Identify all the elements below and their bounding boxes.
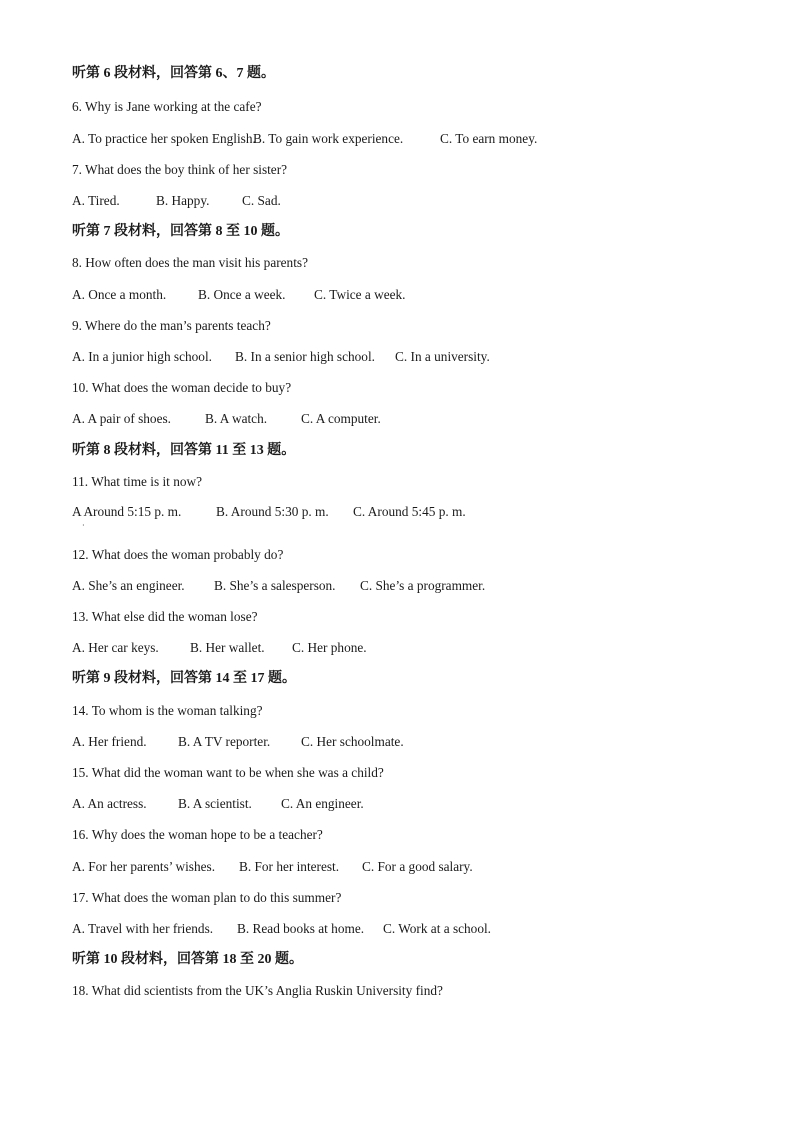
option-6a[interactable]: A. To practice her spoken English. [72, 131, 256, 146]
option-6c[interactable]: C. To earn money. [440, 131, 538, 146]
question-7: 7. What does the boy think of her sister? [72, 162, 288, 177]
option-17c[interactable]: C. Work at a school. [383, 921, 491, 936]
options-6 [72, 131, 537, 147]
options-7 [72, 193, 281, 209]
section-heading-7: 听第 7 段材料，回答第 8 至 10 题。 [72, 224, 289, 239]
stray-dot: · [82, 521, 85, 530]
option-6b[interactable]: B. To gain work experience. [253, 131, 404, 146]
option-9a[interactable]: A. In a junior high school. [72, 349, 212, 364]
option-17a[interactable]: A. Travel with her friends. [72, 921, 214, 936]
option-12a[interactable]: A. She’s an engineer. [72, 578, 185, 593]
options-10 [72, 411, 381, 427]
option-16b[interactable]: B. For her interest. [239, 859, 340, 874]
option-11b[interactable]: B. Around 5:30 p. m. [216, 504, 329, 519]
option-14a[interactable]: A. Her friend. [72, 734, 147, 749]
option-12c[interactable]: C. She’s a programmer. [360, 578, 486, 593]
section-heading-10: 听第 10 段材料，回答第 18 至 20 题。 [72, 952, 303, 967]
options-9 [72, 349, 490, 365]
option-8b[interactable]: B. Once a week. [198, 287, 286, 302]
question-12: 12. What does the woman probably do? [72, 547, 284, 562]
option-15c[interactable]: C. An engineer. [281, 796, 364, 811]
options-8 [72, 287, 406, 303]
option-10a[interactable]: A. A pair of shoes. [72, 411, 171, 426]
question-17: 17. What does the woman plan to do this summer? [72, 890, 342, 905]
options-17 [72, 921, 491, 937]
options-11 [72, 504, 466, 520]
options-12 [72, 578, 485, 594]
question-6: 6. Why is Jane working at the cafe? [72, 99, 262, 114]
question-8: 8. How often does the man visit his parents? [72, 255, 308, 270]
question-11: 11. What time is it now? [72, 474, 202, 489]
option-13a[interactable]: A. Her car keys. [72, 640, 159, 655]
option-7b[interactable]: B. Happy. [156, 193, 210, 208]
options-13 [72, 640, 367, 656]
section-heading-6: 听第 6 段材料，回答第 6、7 题。 [72, 66, 275, 81]
option-16a[interactable]: A. For her parents’ wishes. [72, 859, 216, 874]
question-14: 14. To whom is the woman talking? [72, 703, 263, 718]
option-11a[interactable]: A Around 5:15 p. m. [72, 504, 182, 519]
option-13c[interactable]: C. Her phone. [292, 640, 367, 655]
section-heading-9: 听第 9 段材料，回答第 14 至 17 题。 [72, 671, 296, 686]
options-16 [72, 859, 473, 875]
option-9c[interactable]: C. In a university. [395, 349, 490, 364]
question-10: 10. What does the woman decide to buy? [72, 380, 292, 395]
question-18: 18. What did scientists from the UK’s Anglia Ruskin University find? [72, 983, 443, 998]
options-15 [72, 796, 364, 812]
option-8a[interactable]: A. Once a month. [72, 287, 167, 302]
option-14b[interactable]: B. A TV reporter. [178, 734, 271, 749]
option-10c[interactable]: C. A computer. [301, 411, 381, 426]
option-15a[interactable]: A. An actress. [72, 796, 147, 811]
question-15: 15. What did the woman want to be when she was a child? [72, 765, 384, 780]
option-13b[interactable]: B. Her wallet. [190, 640, 265, 655]
question-9: 9. Where do the man’s parents teach? [72, 318, 271, 333]
option-7c[interactable]: C. Sad. [242, 193, 281, 208]
options-14 [72, 734, 404, 750]
option-15b[interactable]: B. A scientist. [178, 796, 252, 811]
option-10b[interactable]: B. A watch. [205, 411, 268, 426]
question-16: 16. Why does the woman hope to be a teacher? [72, 827, 323, 842]
option-8c[interactable]: C. Twice a week. [314, 287, 406, 302]
option-9b[interactable]: B. In a senior high school. [235, 349, 375, 364]
question-13: 13. What else did the woman lose? [72, 609, 258, 624]
section-heading-8: 听第 8 段材料，回答第 11 至 13 题。 [72, 443, 296, 458]
option-11c[interactable]: C. Around 5:45 p. m. [353, 504, 466, 519]
option-12b[interactable]: B. She’s a salesperson. [214, 578, 336, 593]
option-16c[interactable]: C. For a good salary. [362, 859, 473, 874]
option-7a[interactable]: A. Tired. [72, 193, 120, 208]
option-14c[interactable]: C. Her schoolmate. [301, 734, 404, 749]
option-17b[interactable]: B. Read books at home. [237, 921, 365, 936]
